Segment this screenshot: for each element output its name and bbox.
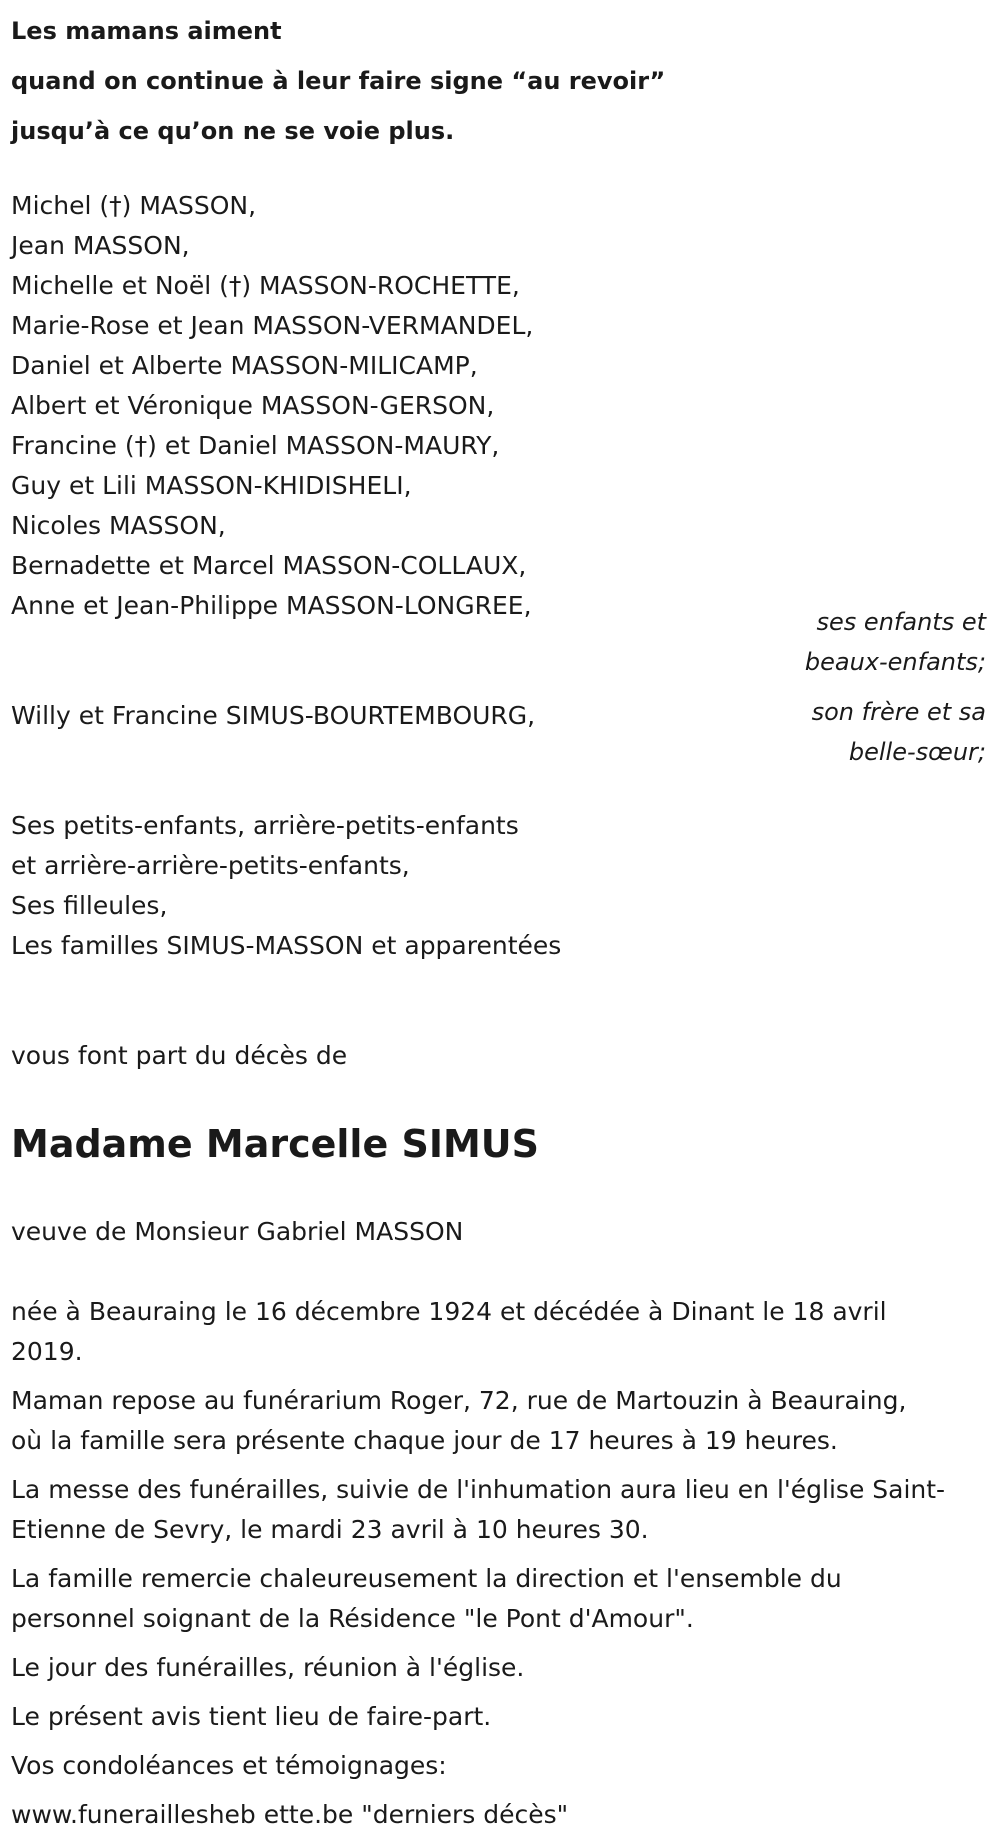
paragraph-line: Maman repose au funérarium Roger, 72, rue de Martouzin à Beauraing, [11, 1386, 907, 1415]
funerarium-paragraph [11, 1381, 986, 1461]
condolences-paragraph [11, 1746, 986, 1786]
paragraph-line: née à Beauraing le 16 décembre 1924 et décédée à Dinant le 18 avril [11, 1297, 887, 1326]
family-member: Daniel et Alberte MASSON-MILICAMP, [11, 351, 478, 380]
family-member: Jean MASSON, [11, 231, 190, 260]
quote-line: jusqu’à ce qu’on ne se voie plus. [11, 117, 455, 145]
family-member: Michelle et Noël (†) MASSON-ROCHETTE, [11, 271, 520, 300]
notice-paragraph [11, 1697, 986, 1737]
birth-death-paragraph [11, 1292, 986, 1372]
quote-line: quand on continue à leur faire signe “au revoir” [11, 67, 666, 95]
other-relatives-line: et arrière-arrière-petits-enfants, [11, 851, 410, 880]
family-member: Albert et Véronique MASSON-GERSON, [11, 391, 495, 420]
other-relatives-line: Ses filleules, [11, 891, 168, 920]
obituary-notice [11, 0, 986, 1844]
thanks-paragraph [11, 1559, 986, 1639]
relation-text: belle-sœur; [848, 738, 986, 766]
details-section [11, 1292, 986, 1835]
website-paragraph [11, 1795, 986, 1835]
children-relation-label [805, 602, 986, 682]
funeral-mass-paragraph [11, 1470, 986, 1550]
family-list [11, 186, 986, 966]
relation-text: beaux-enfants; [804, 648, 986, 676]
announcement-text: vous font part du décès de [11, 1041, 348, 1070]
paragraph-line: Le présent avis tient lieu de faire-part. [11, 1702, 492, 1731]
family-member: Nicoles MASSON, [11, 511, 226, 540]
family-member: Francine (†) et Daniel MASSON-MAURY, [11, 431, 500, 460]
sibling-line: Willy et Francine SIMUS-BOURTEMBOURG, [11, 701, 536, 730]
paragraph-line: La messe des funérailles, suivie de l'inhumation aura lieu en l'église Saint- [11, 1475, 946, 1504]
family-member: Anne et Jean-Philippe MASSON-LONGREE, [11, 591, 532, 620]
paragraph-line: personnel soignant de la Résidence "le Pont d'Amour". [11, 1604, 694, 1633]
paragraph-line: Etienne de Sevry, le mardi 23 avril à 10 heures 30. [11, 1515, 649, 1544]
deceased-name: Madame Marcelle SIMUS [11, 1122, 539, 1166]
family-member: Michel (†) MASSON, [11, 191, 257, 220]
paragraph-line: Vos condoléances et témoignages: [11, 1751, 447, 1780]
paragraph-line: La famille remercie chaleureusement la direction et l'ensemble du [11, 1564, 842, 1593]
other-relatives-line: Ses petits-enfants, arrière-petits-enfants [11, 811, 519, 840]
family-member: Marie-Rose et Jean MASSON-VERMANDEL, [11, 311, 534, 340]
widow-of-text: veuve de Monsieur Gabriel MASSON [11, 1217, 464, 1246]
paragraph-line: Le jour des funérailles, réunion à l'église. [11, 1653, 525, 1682]
family-member: Bernadette et Marcel MASSON-COLLAUX, [11, 551, 527, 580]
family-member: Guy et Lili MASSON-KHIDISHELI, [11, 471, 412, 500]
relation-text: ses enfants et [816, 608, 986, 636]
other-relatives-line: Les familles SIMUS-MASSON et apparentées [11, 931, 562, 960]
paragraph-line: où la famille sera présente chaque jour de 17 heures à 19 heures. [11, 1426, 838, 1455]
paragraph-line: 2019. [11, 1337, 83, 1366]
quote-line: Les mamans aiment [11, 17, 282, 45]
meeting-paragraph [11, 1648, 986, 1688]
sibling-relation-label [812, 692, 986, 772]
relation-text: son frère et sa [811, 698, 986, 726]
opening-quote [11, 0, 986, 156]
website-link-text: www.funeraillesheb ette.be "derniers décès" [11, 1800, 569, 1829]
